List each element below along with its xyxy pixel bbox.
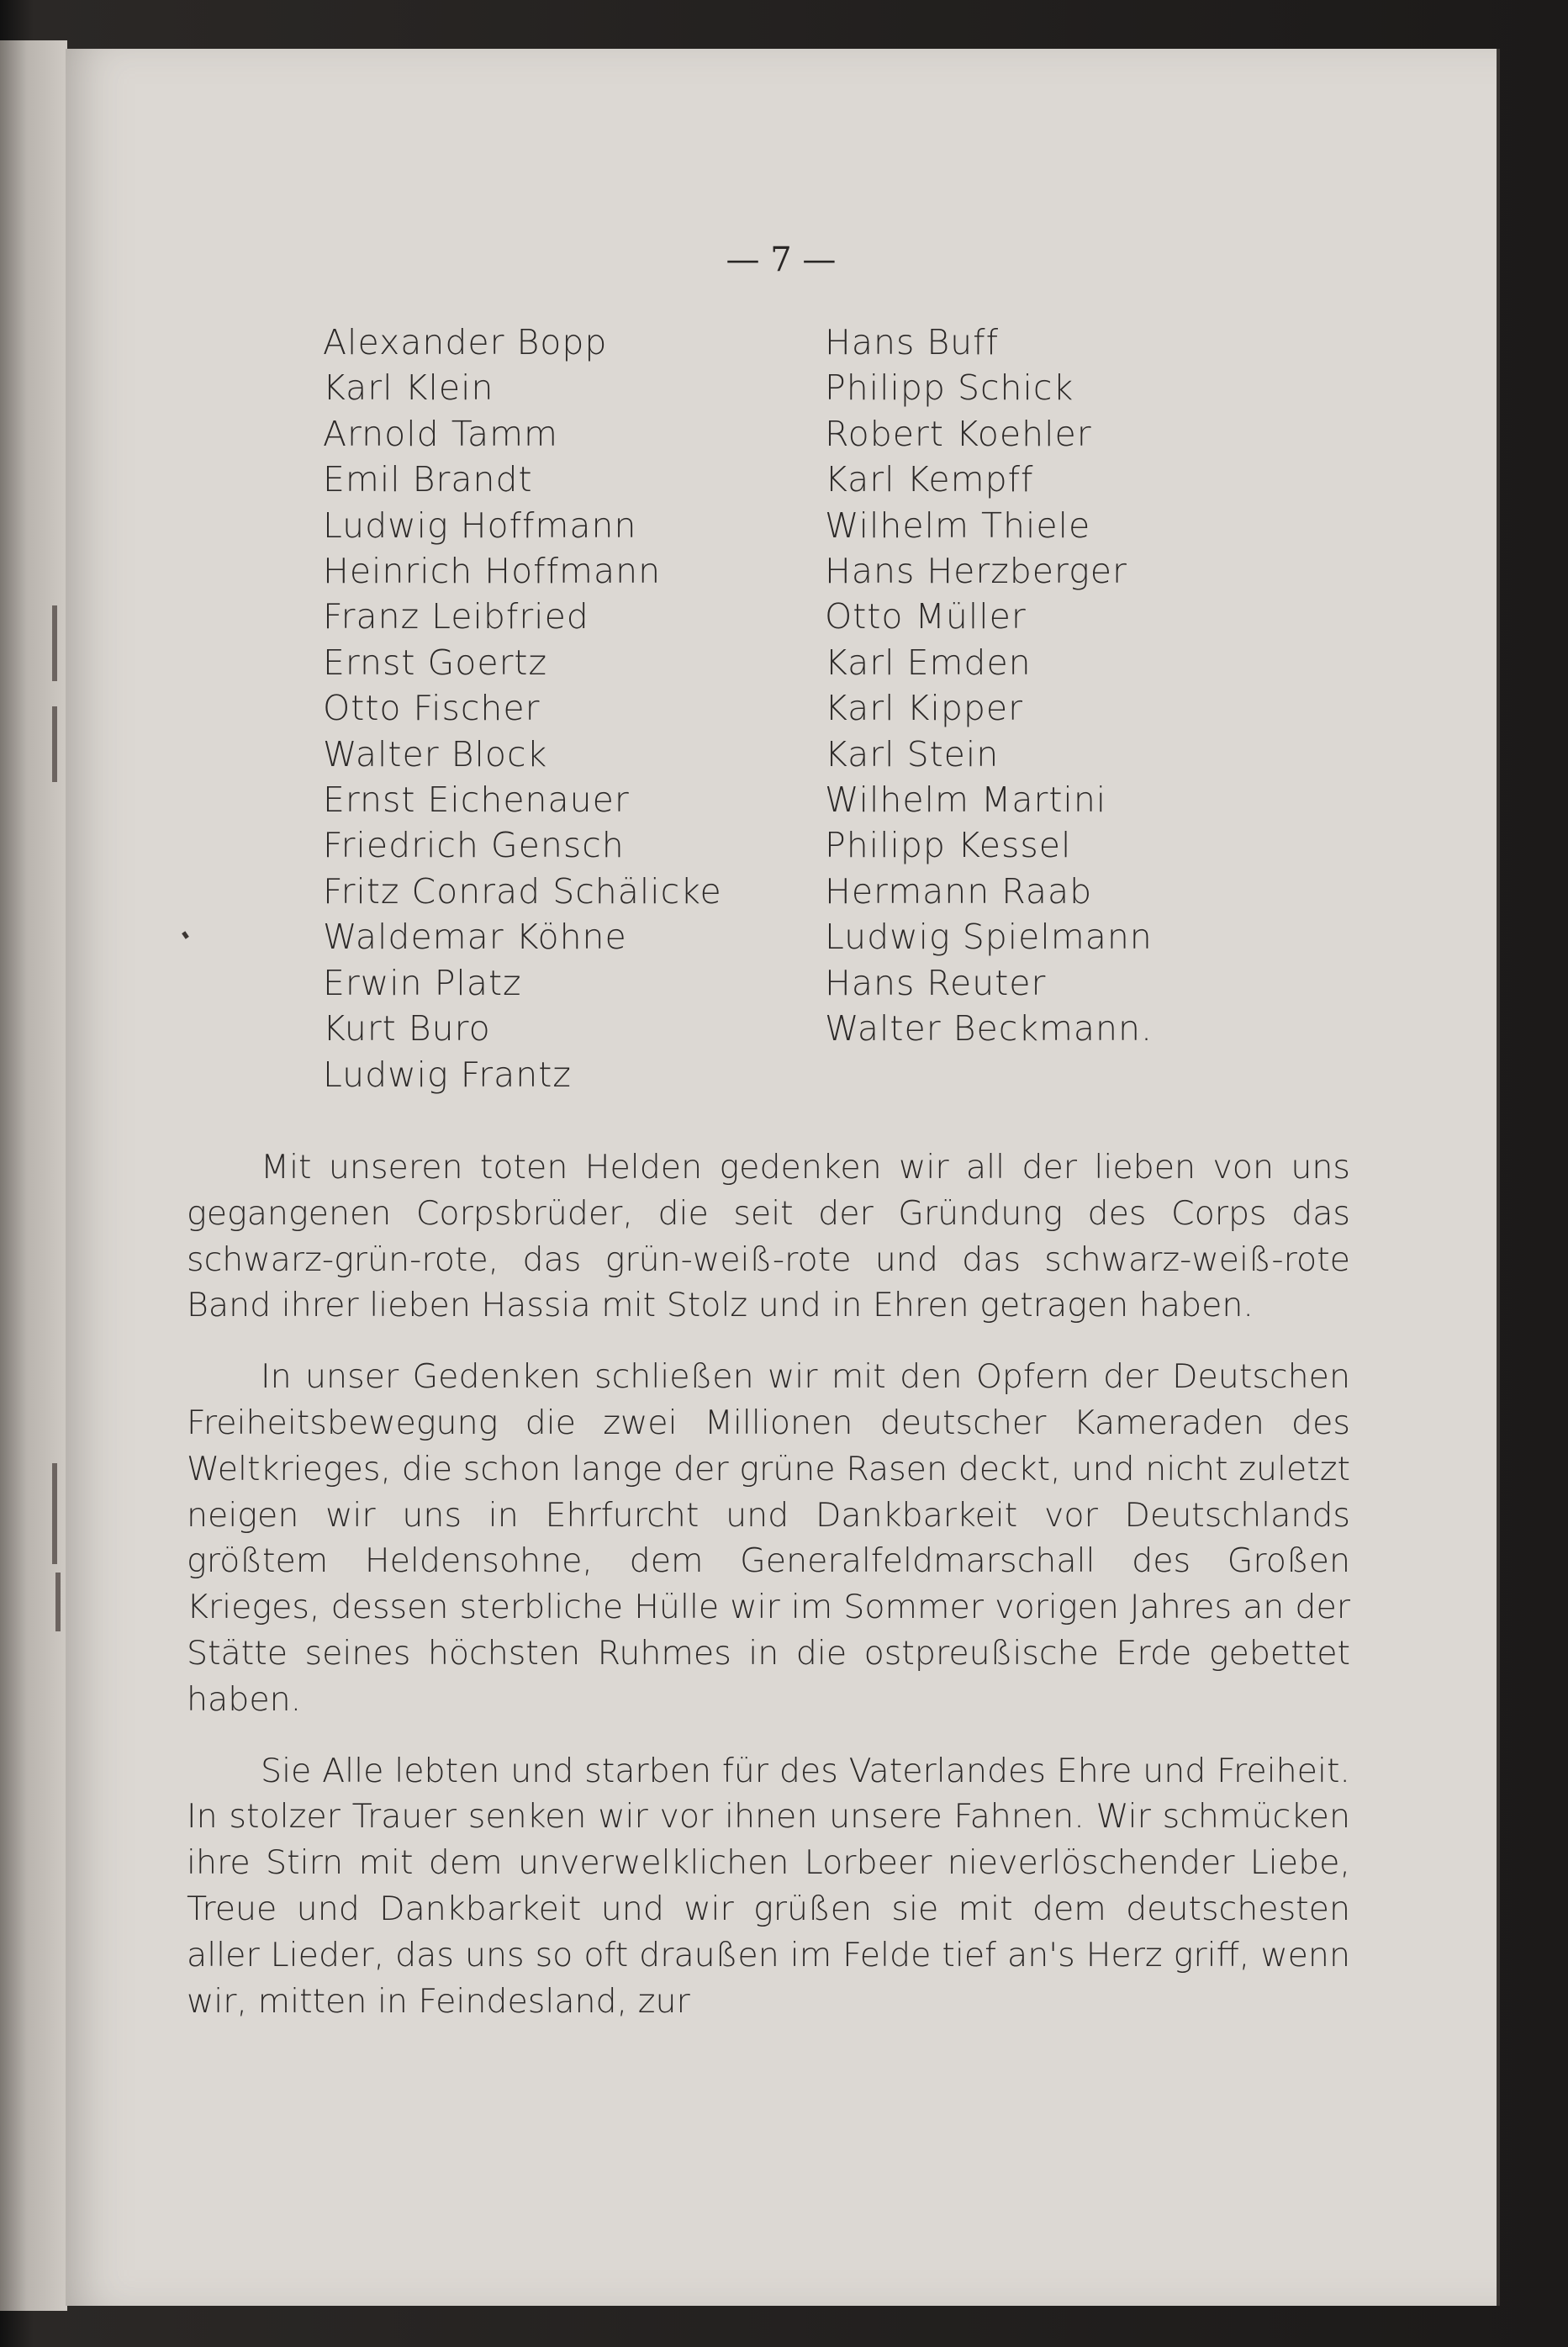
name-entry: Walter Block (323, 733, 548, 774)
margin-mark (52, 605, 57, 681)
name-list-left (323, 320, 722, 1097)
name-entry: Ernst Goertz (323, 642, 548, 683)
name-entry: Friedrich Gensch (323, 825, 625, 866)
paragraph: In unser Gedenken schließen wir mit den Opfern der Deutschen Freiheitsbewegung die zwei Millionen deutscher Kameraden des Weltkrieges, die schon lange der grüne Rasen deckt, und nicht zuletzt neigen wir uns in Ehrfurcht und Dankbarkeit vor Deutschlands größtem Heldensohne, dem Generalfeldmarschall des Großen Krieges, dessen sterbliche Hülle wir im Sommer vorigen Jahres an der Stätte seines höchsten Ruhmes in die ostpreußische Erde gebettet haben. (187, 1357, 1350, 1719)
name-entry: Erwin Platz (323, 962, 522, 1003)
name-entry: Robert Koehler (825, 413, 1092, 454)
name-entry: Wilhelm Martini (825, 780, 1107, 821)
name-entry: Otto Fischer (323, 688, 541, 729)
previous-page-edge (0, 40, 67, 2311)
name-entry: Waldemar Köhne (323, 917, 627, 958)
name-entry: Philipp Kessel (825, 825, 1072, 866)
margin-mark (52, 1463, 57, 1564)
name-entry: Hermann Raab (825, 870, 1093, 912)
name-entry: Walter Beckmann. (825, 1008, 1154, 1049)
name-entry: Fritz Conrad Schälicke (323, 870, 722, 912)
name-entry: Karl Kipper (825, 688, 1023, 729)
name-entry: Wilhelm Thiele (825, 505, 1091, 546)
name-entry: Ludwig Spielmann (825, 917, 1153, 958)
stray-mark (182, 931, 189, 938)
name-entry: Philipp Schick (825, 367, 1074, 409)
margin-mark (52, 706, 57, 782)
name-entry: Hans Reuter (825, 962, 1047, 1003)
name-entry: Heinrich Hoffmann (323, 551, 662, 592)
name-entry: Hans Herzberger (825, 551, 1127, 592)
name-entry: Otto Müller (825, 596, 1027, 637)
name-entry: Ludwig Frantz (323, 1054, 572, 1095)
name-entry: Kurt Buro (323, 1008, 491, 1049)
margin-mark (55, 1573, 61, 1631)
paragraph: Mit unseren toten Helden gedenken wir all der lieben von uns gegangenen Corpsbrüder, die seit der Gründung des Corps das schwarz-grün-rote, das grün-weiß-rote und das schwarz-weiß-rote Band ihrer lieben Hassia mit Stolz und in Ehren getragen haben. (187, 1148, 1350, 1325)
page-number: — 7 — (726, 241, 837, 279)
paragraph: Sie Alle lebten und starben für des Vaterlandes Ehre und Freiheit. In stolzer Trauer senken wir vor ihnen unsere Fahnen. Wir schmücken ihre Stirn mit dem unverwelklichen Lorbeer nieverlöschender Liebe, Treue und Dankbarkeit und wir grüßen sie mit dem deutschesten aller Lieder, das uns so oft draußen im Felde tief an's Herz griff, wenn wir, mitten in Feindesland, zur (187, 1751, 1350, 2021)
name-entry: Arnold Tamm (323, 413, 558, 454)
name-entry: Franz Leibfried (323, 596, 589, 637)
name-entry: Ernst Eichenauer (323, 780, 630, 821)
body-text (187, 1144, 1350, 2049)
name-entry: Alexander Bopp (323, 322, 608, 362)
name-entry: Karl Emden (825, 642, 1032, 683)
name-entry: Karl Klein (323, 367, 494, 409)
document-page (66, 49, 1497, 2306)
name-entry: Karl Stein (825, 733, 1000, 774)
name-list-right (825, 320, 1153, 1052)
name-entry: Emil Brandt (323, 459, 533, 500)
name-entry: Karl Kempff (825, 459, 1034, 500)
name-entry: Hans Buff (825, 322, 1000, 362)
name-entry: Ludwig Hoffmann (323, 505, 637, 546)
